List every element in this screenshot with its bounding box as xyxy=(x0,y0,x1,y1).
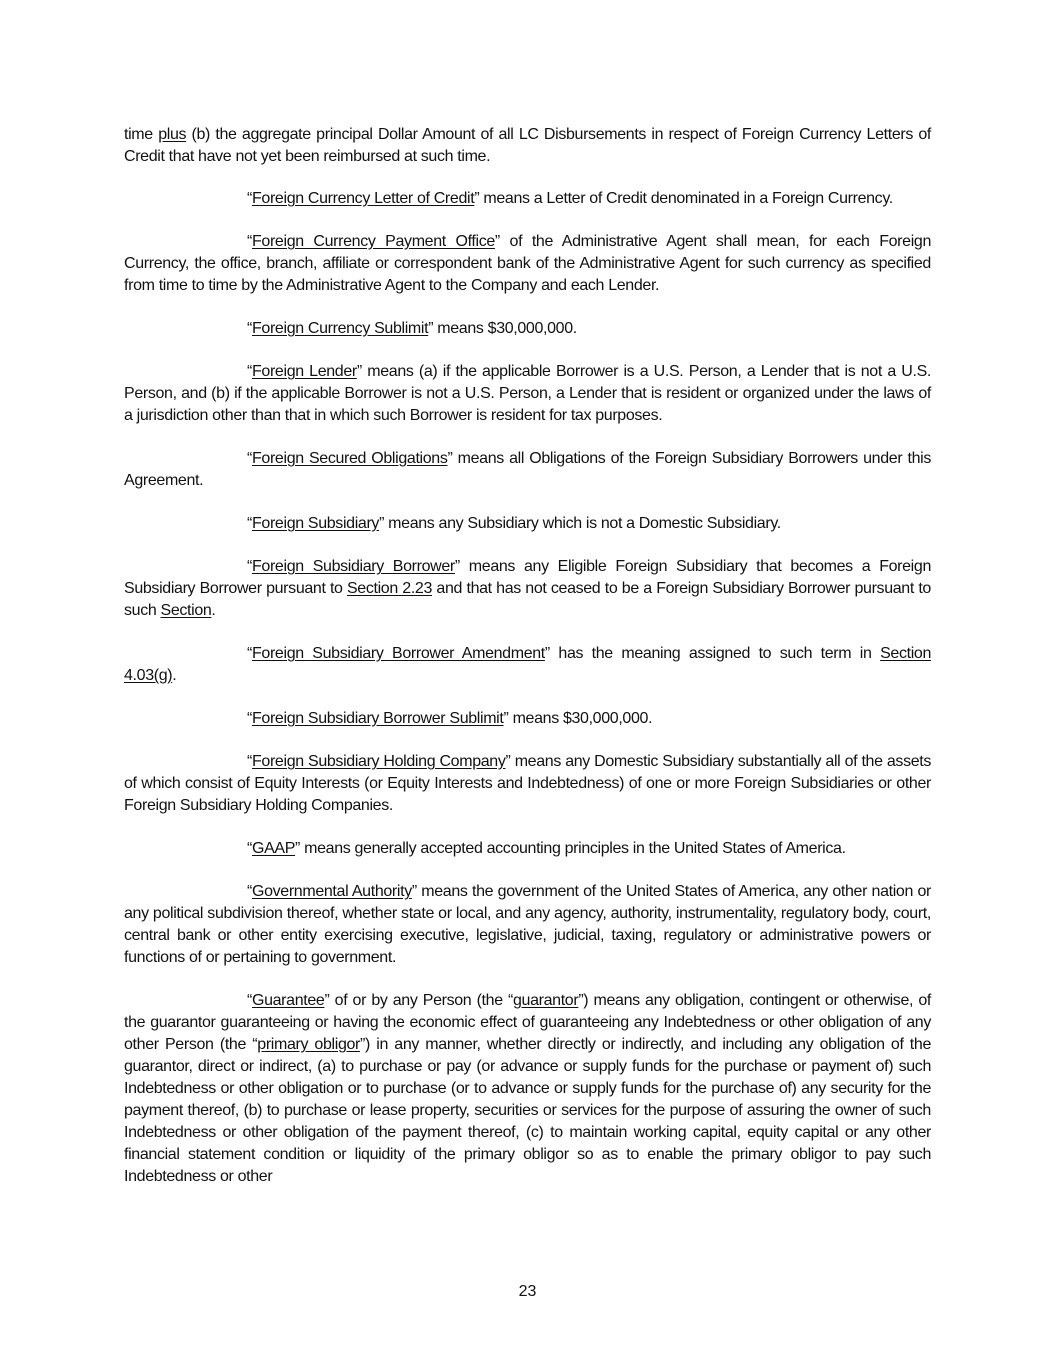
body-text: ”) means any obligation, contingent or otherwise, of the guarantor guaranteeing or having the economic effect of guaranteeing any Indebtedness or other obligation of any other Person (the “ xyxy=(124,992,931,1053)
body-text: “ xyxy=(247,883,252,900)
definition-paragraph xyxy=(124,188,931,210)
body-text: “ xyxy=(247,320,252,337)
definition-paragraph xyxy=(124,361,931,427)
body-text: “ xyxy=(247,840,252,857)
body-text: . xyxy=(172,667,177,684)
body-text: ” of or by any Person (the “ xyxy=(324,992,513,1009)
body-text: ” means the government of the United States of America, any other nation or any political subdivision thereof, whether state or local, and any agency, authority, instrumentality, regulatory body, court, central bank or other entity exercising executive, legislative, judicial, taxing, regulatory or administrative powers or functions of or pertaining to government. xyxy=(124,883,931,966)
body-text: ” means any Eligible Foreign Subsidiary that becomes a Foreign Subsidiary Borrower pursuant to xyxy=(124,558,931,597)
body-text: ” means any Domestic Subsidiary substantially all of the assets of which consist of Equity Interests (or Equity Interests and Indebtedness) of one or more Foreign Subsidiaries or other Foreign Subsidiary Holding Companies. xyxy=(124,753,932,814)
definition-paragraph xyxy=(124,990,931,1188)
definition-paragraph xyxy=(124,448,931,492)
defined-term: GAAP xyxy=(251,840,296,857)
body-text: “ xyxy=(247,753,252,770)
body-text: ” means all Obligations of the Foreign Subsidiary Borrowers under this Agreement. xyxy=(124,450,931,489)
defined-term: Foreign Secured Obligations xyxy=(251,450,448,467)
body-text: ”) in any manner, whether directly or indirectly, and including any obligation of the guarantor, direct or indirect, (a) to purchase or pay (or advance or supply funds for the purchase or payment of) such Indebtedness or other obligation or to purchase (or to advance or supply funds for the purchase of) any security for the payment thereof, (b) to purchase or lease property, securities or services for the purpose of assuring the owner of such Indebtedness or other obligation of the payment thereof, (c) to maintain working capital, equity capital or any other financial statement condition or liquidity of the primary obligor so as to enable the primary obligor to pay such Indebtedness or other xyxy=(124,1036,932,1185)
defined-term: Foreign Subsidiary Holding Company xyxy=(251,753,506,770)
body-text: . xyxy=(211,602,216,619)
defined-term: Foreign Lender xyxy=(251,363,357,380)
body-text: ” means any Subsidiary which is not a Domestic Subsidiary. xyxy=(379,515,781,532)
defined-term: Foreign Currency Payment Office xyxy=(251,233,495,250)
body-text: ” means $30,000,000. xyxy=(503,710,653,727)
body-text: “ xyxy=(247,363,252,380)
definition-paragraph xyxy=(124,318,931,340)
defined-term: Foreign Subsidiary xyxy=(251,515,380,532)
defined-term: Foreign Subsidiary Borrower Sublimit xyxy=(251,710,504,727)
definition-paragraph xyxy=(124,513,931,535)
body-text: “ xyxy=(247,450,252,467)
body-text: ” of the Administrative Agent shall mean, for each Foreign Currency, the office, branch, affiliate or correspondent bank of the Administrative Agent for such currency as specified from time to time by the Administrative Agent to the Company and each Lender. xyxy=(124,233,931,294)
body-text: ” means $30,000,000. xyxy=(428,320,577,337)
definition-paragraph xyxy=(124,556,931,622)
body-text: and that has not ceased to be a Foreign Subsidiary Borrower pursuant to such xyxy=(124,580,931,619)
definition-paragraph xyxy=(124,751,931,817)
body-text: “ xyxy=(247,645,252,662)
defined-term: primary obligor xyxy=(257,1036,361,1053)
defined-term: Guarantee xyxy=(251,992,325,1009)
body-text: “ xyxy=(247,710,252,727)
definition-paragraph xyxy=(124,643,931,687)
document-page xyxy=(124,124,931,1209)
body-text: (b) the aggregate principal Dollar Amount of all LC Disbursements in respect of Foreign Currency Letters of Credit that have not yet been reimbursed at such time. xyxy=(124,126,931,165)
body-text: “ xyxy=(247,233,252,250)
defined-term: Foreign Currency Letter of Credit xyxy=(251,190,475,207)
definition-paragraph xyxy=(124,231,931,297)
defined-term: Foreign Subsidiary Borrower xyxy=(251,558,455,575)
defined-term: Section 4.03(g) xyxy=(124,645,931,684)
body-text: “ xyxy=(247,992,252,1009)
body-text: ” means (a) if the applicable Borrower is a U.S. Person, a Lender that is not a U.S. Person, and (b) if the applicable Borrower is not a U.S. Person, a Lender that is resident or organized under the laws of a jurisdiction other than that in which such Borrower is resident for tax purposes. xyxy=(124,363,931,424)
body-text: time xyxy=(124,126,159,143)
defined-term: Foreign Subsidiary Borrower Amendment xyxy=(251,645,545,662)
body-text: ” has the meaning assigned to such term in xyxy=(544,645,881,662)
page-number: 23 xyxy=(518,1283,537,1300)
defined-term: guarantor xyxy=(512,992,579,1009)
body-text: “ xyxy=(247,515,252,532)
definition-paragraph xyxy=(124,838,931,860)
body-text: ” means a Letter of Credit denominated in a Foreign Currency. xyxy=(474,190,893,207)
defined-term: Section 2.23 xyxy=(346,580,433,597)
body-text: ” means generally accepted accounting principles in the United States of America. xyxy=(295,840,846,857)
body-text: “ xyxy=(247,190,252,207)
definition-paragraph xyxy=(124,708,931,730)
definition-paragraph xyxy=(124,881,931,969)
defined-term: Section xyxy=(160,602,212,619)
continued-paragraph xyxy=(124,124,931,168)
defined-term: Governmental Authority xyxy=(251,883,412,900)
body-text: “ xyxy=(247,558,252,575)
defined-term: plus xyxy=(158,126,187,143)
defined-term: Foreign Currency Sublimit xyxy=(251,320,429,337)
